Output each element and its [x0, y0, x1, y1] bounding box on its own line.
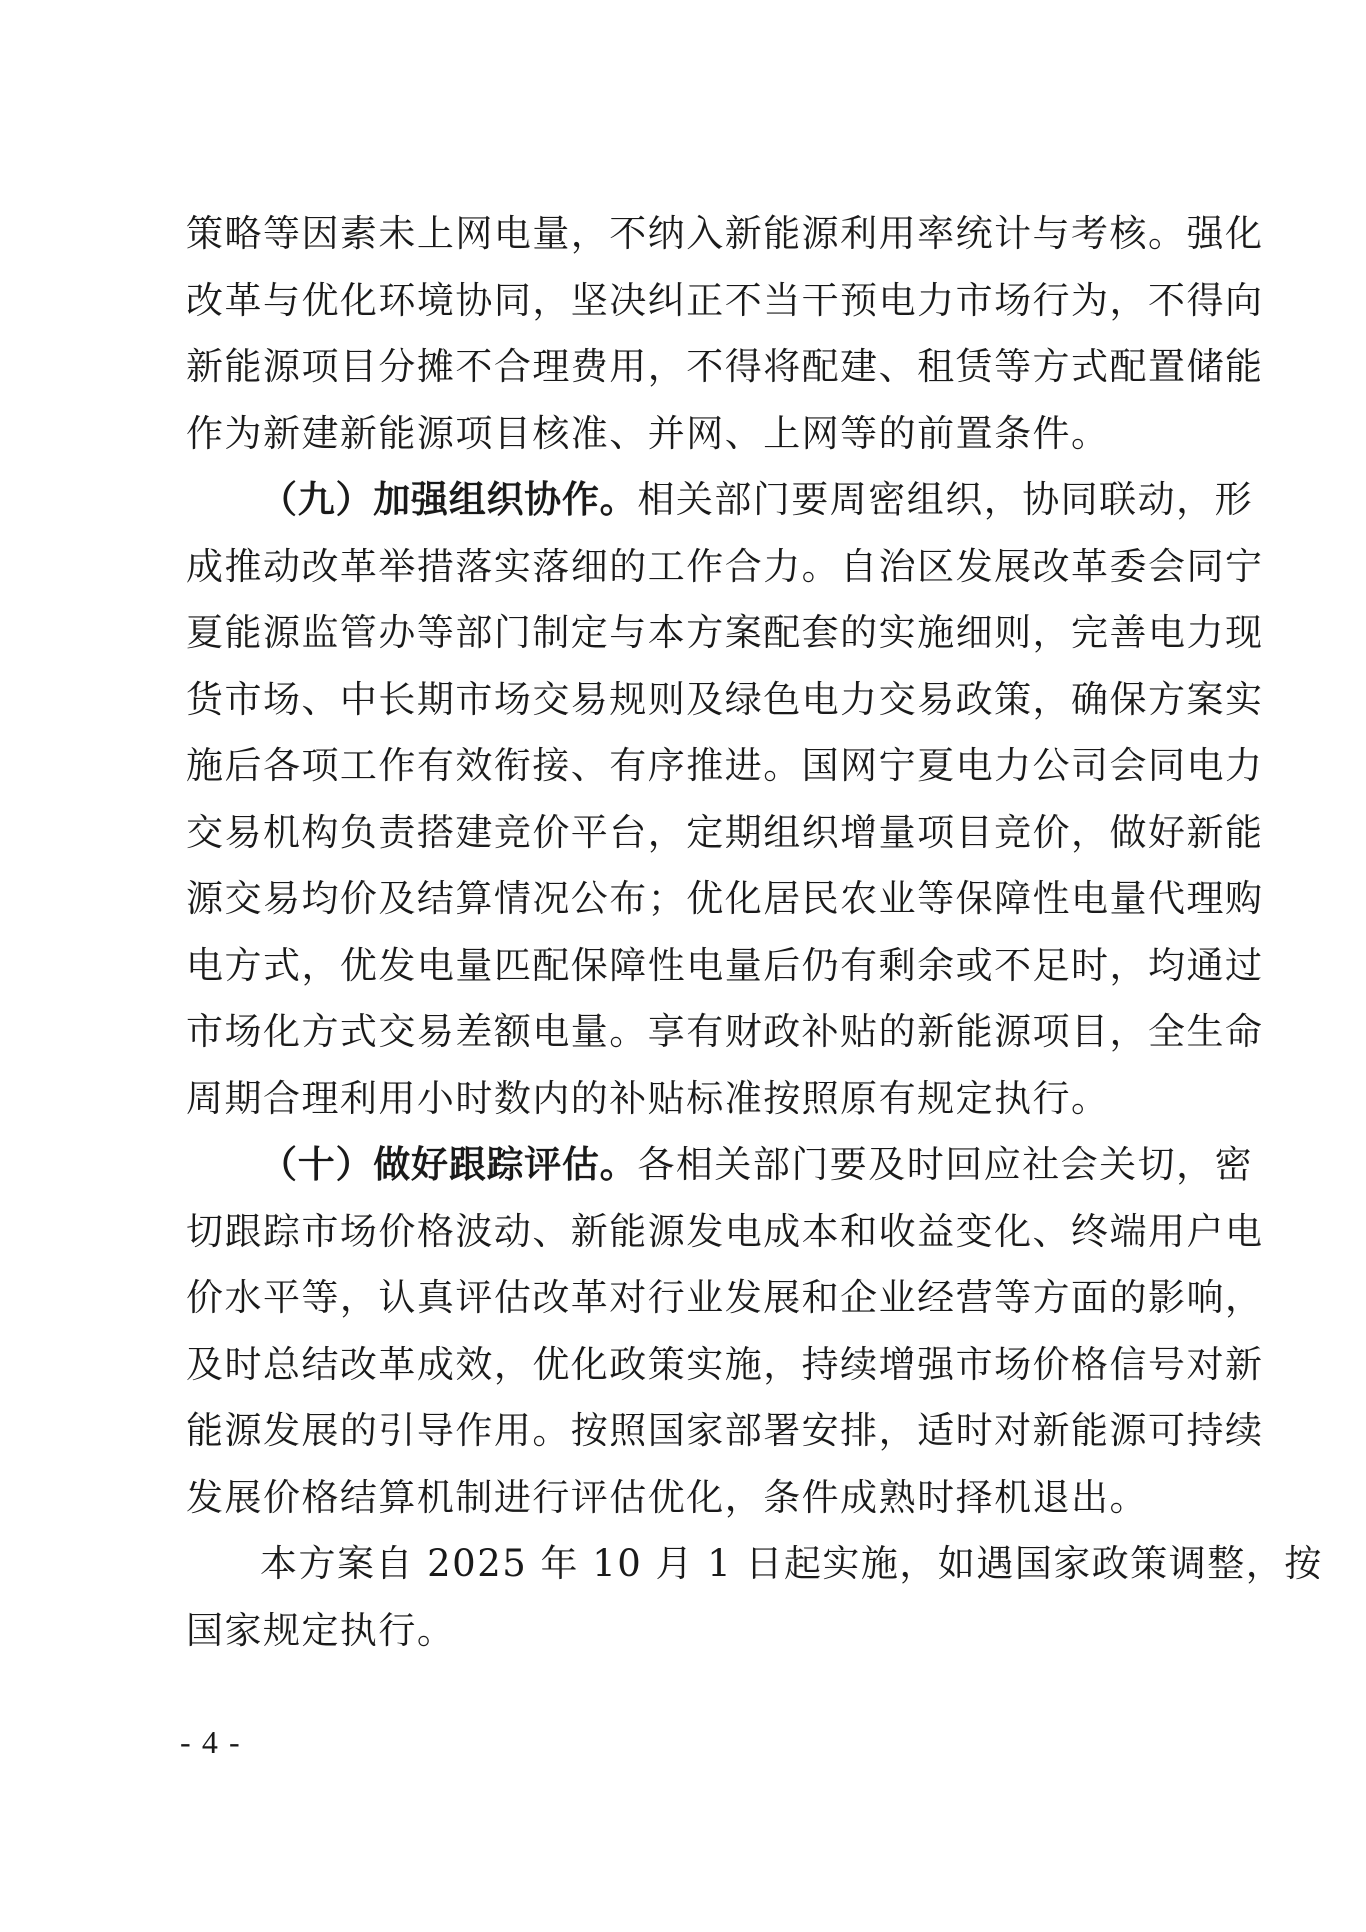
section-10-line-5: 能源发展的引导作用。按照国家部署安排，适时对新能源可持续: [186, 1409, 1264, 1452]
section-10-line-6: 发展价格结算机制进行评估优化，条件成熟时择机退出。: [186, 1475, 1148, 1519]
section-9-line-4: 货市场、中长期市场交易规则及绿色电力交易政策，确保方案实: [186, 677, 1264, 721]
section-9-line-10: 周期合理利用小时数内的补贴标准按照原有规定执行。: [186, 1076, 1110, 1120]
body-line-1: 策略等因素未上网电量，不纳入新能源利用率统计与考核。强化: [186, 212, 1264, 255]
page-number: - 4 -: [180, 1724, 242, 1760]
section-9-line-7: 源交易均价及结算情况公布；优化居民农业等保障性电量代理购: [186, 877, 1264, 920]
closing-line-1: 本方案自 2025 年 10 月 1 日起实施，如遇国家政策调整，按: [260, 1542, 1323, 1585]
section-10-first-line-text: 各相关部门要及时回应社会关切，密: [637, 1143, 1254, 1186]
section-9-line-6: 交易机构负责搭建竞价平台，定期组织增量项目竞价，做好新能: [186, 810, 1264, 854]
body-line-4: 作为新建新能源项目核准、并网、上网等的前置条件。: [186, 411, 1110, 455]
section-9-first-line-text: 相关部门要周密组织，协同联动，形: [637, 478, 1254, 521]
body-line-2: 改革与优化环境协同，坚决纠正不当干预电力市场行为，不得向: [186, 278, 1264, 322]
document-body: [186, 201, 1323, 1664]
section-9-heading: （九）加强组织协作。: [260, 478, 638, 521]
section-9-line-3: 夏能源监管办等部门制定与本方案配套的实施细则，完善电力现: [186, 611, 1264, 654]
body-line-3: 新能源项目分摊不合理费用，不得将配建、租赁等方式配置储能: [186, 345, 1264, 388]
section-10-first-line: [186, 1132, 1254, 1199]
section-10-line-4: 及时总结改革成效，优化政策实施，持续增强市场价格信号对新: [186, 1342, 1264, 1386]
section-9-line-8: 电方式，优发电量匹配保障性电量后仍有剩余或不足时，均通过: [186, 943, 1264, 987]
section-9-line-2: 成推动改革举措落实落细的工作合力。自治区发展改革委会同宁: [186, 544, 1264, 588]
section-9-line-5: 施后各项工作有效衔接、有序推进。国网宁夏电力公司会同电力: [186, 744, 1264, 787]
section-10-heading: （十）做好跟踪评估。: [260, 1143, 638, 1186]
closing-line-2: 国家规定执行。: [186, 1608, 456, 1652]
section-9-line-9: 市场化方式交易差额电量。享有财政补贴的新能源项目，全生命: [186, 1010, 1264, 1053]
section-9-first-line: [186, 467, 1254, 534]
section-10-line-2: 切跟踪市场价格波动、新能源发电成本和收益变化、终端用户电: [186, 1209, 1264, 1253]
section-10-line-3: 价水平等，认真评估改革对行业发展和企业经营等方面的影响，: [186, 1276, 1264, 1319]
